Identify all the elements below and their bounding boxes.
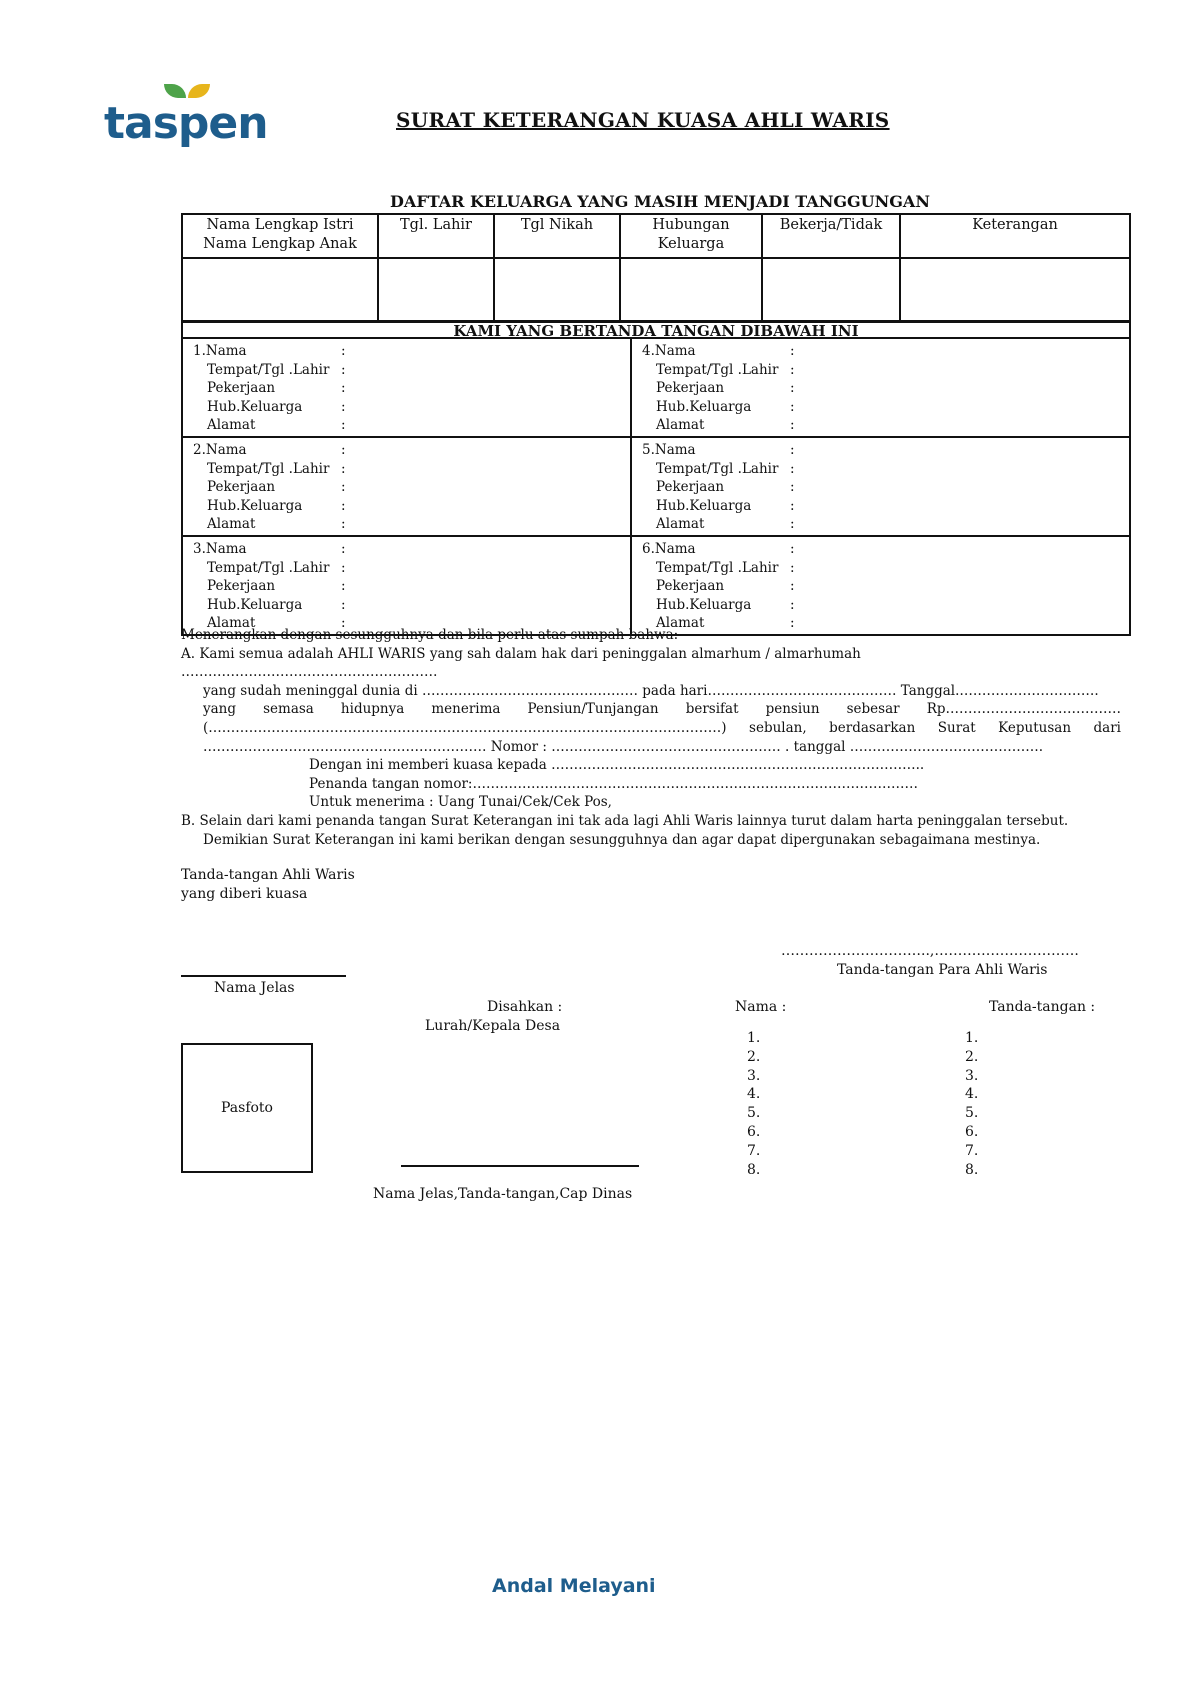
nama-jelas-label: Nama Jelas [214,980,295,996]
statement-intro: Menerangkan dengan sesungguhnya dan bila perlu atas sumpah bahwa: [181,627,679,643]
table-cell[interactable] [900,258,1130,322]
col-tgl-lahir: Tgl. Lahir [378,214,494,258]
taspen-logo [104,84,268,154]
table-cell[interactable] [182,258,378,322]
statement-a2: yang sudah meninggal dunia di ………………………………………… pada hari…………………………………… Tanggal.…………………………. [203,682,1099,699]
pasfoto-box: Pasfoto [181,1043,313,1173]
signers-heading: KAMI YANG BERTANDA TANGAN DIBAWAH INI [181,320,1131,339]
statement-body [181,626,1121,849]
col-bekerja: Bekerja/Tidak [762,214,900,258]
statement-b2: Demikian Surat Keterangan ini kami berikan dengan sesungguhnya dan agar dapat dipergunakan sebagaimana mestinya. [203,831,1041,848]
signer-3: 3.Nama : Tempat/Tgl .Lahir : Pekerjaan : Hub.Keluarga : Alamat : [193,540,346,632]
family-table [181,213,1131,323]
signer-1: 1.Nama : Tempat/Tgl .Lahir : Pekerjaan : Hub.Keluarga : Alamat : [193,343,346,434]
ttd-column-label: Tanda-tangan : [989,999,1096,1015]
nama-column-label: Nama : [735,999,787,1015]
statement-a5: ……………………………………………………… Nomor : …………………………………………… . tanggal ……………………………………. [203,738,1044,755]
signer-6: 6.Nama : Tempat/Tgl .Lahir : Pekerjaan : Hub.Keluarga : Alamat : [630,537,1128,634]
leaf-green-icon [164,84,186,98]
statement-a3: yang semasa hidupnya menerima Pensiun/Tunjangan bersifat pensiun sebesar Rp………………………………… [203,701,1121,718]
disahkan-label: Disahkan : [487,999,563,1015]
statement-a1: A. Kami semua adalah AHLI WARIS yang sah dalam hak dari peninggalan almarhum / almarhumah ………………………………………………… [181,645,861,681]
lurah-label: Lurah/Kepala Desa [425,1018,561,1034]
signers-row [183,535,1129,634]
statement-kuasa: Dengan ini memberi kuasa kepada ……………………………………………………………………….. [309,757,925,774]
family-heading: DAFTAR KELUARGA YANG MASIH MENJADI TANGGUNGAN [390,192,930,211]
table-cell[interactable] [378,258,494,322]
signer-2: 2.Nama : Tempat/Tgl .Lahir : Pekerjaan : Hub.Keluarga : Alamat : [193,441,346,533]
table-cell[interactable] [762,258,900,322]
document-title: SURAT KETERANGAN KUASA AHLI WARIS [396,108,890,132]
col-keterangan: Keterangan [900,214,1130,258]
ttd-number-list: 1. 2. 3. 4. 5. 6. 7. 8. [965,1030,979,1178]
col-tgl-nikah: Tgl Nikah [494,214,620,258]
signer-5: 5.Nama : Tempat/Tgl .Lahir : Pekerjaan : Hub.Keluarga : Alamat : [630,438,1128,535]
signer-4: 4.Nama : Tempat/Tgl .Lahir : Pekerjaan : Hub.Keluarga : Alamat : [630,339,1128,436]
signers-row [183,436,1129,535]
statement-a4: (……………………………………………………………………………………………………) sebulan, berdasarkan Surat Keputusan dari [203,719,1121,736]
col-nama: Nama Lengkap Istri Nama Lengkap Anak [182,214,378,258]
table-row [182,258,1130,322]
statement-penanda: Penanda tangan nomor:……………………………………………………………………………………… [309,775,918,792]
signers-grid [181,339,1131,636]
kuasa-signature-label: Tanda-tangan Ahli Waris yang diberi kuasa [181,867,355,902]
lurah-signature-line [401,1165,639,1167]
date-place-line: …………………………..,…………………………. [781,943,1079,959]
family-table-header [182,214,1130,258]
leaf-yellow-icon [188,84,210,98]
table-cell[interactable] [620,258,762,322]
table-cell[interactable] [494,258,620,322]
kuasa-signature-line [181,975,346,977]
statement-b1: B. Selain dari kami penanda tangan Surat Keterangan ini tak ada lagi Ahli Waris lainnya turut dalam harta peninggalan tersebut. [181,812,1069,829]
logo-text: taspen [104,98,268,149]
statement-menerima: Untuk menerima : Uang Tunai/Cek/Cek Pos, [309,794,612,811]
cap-dinas-label: Nama Jelas,Tanda-tangan,Cap Dinas [373,1186,633,1202]
nama-number-list: 1. 2. 3. 4. 5. 6. 7. 8. [747,1030,761,1178]
para-ahli-waris-label: Tanda-tangan Para Ahli Waris [837,962,1048,978]
col-hubungan: Hubungan Keluarga [620,214,762,258]
footer-slogan: Andal Melayani [492,1575,656,1597]
signers-row [183,339,1129,436]
